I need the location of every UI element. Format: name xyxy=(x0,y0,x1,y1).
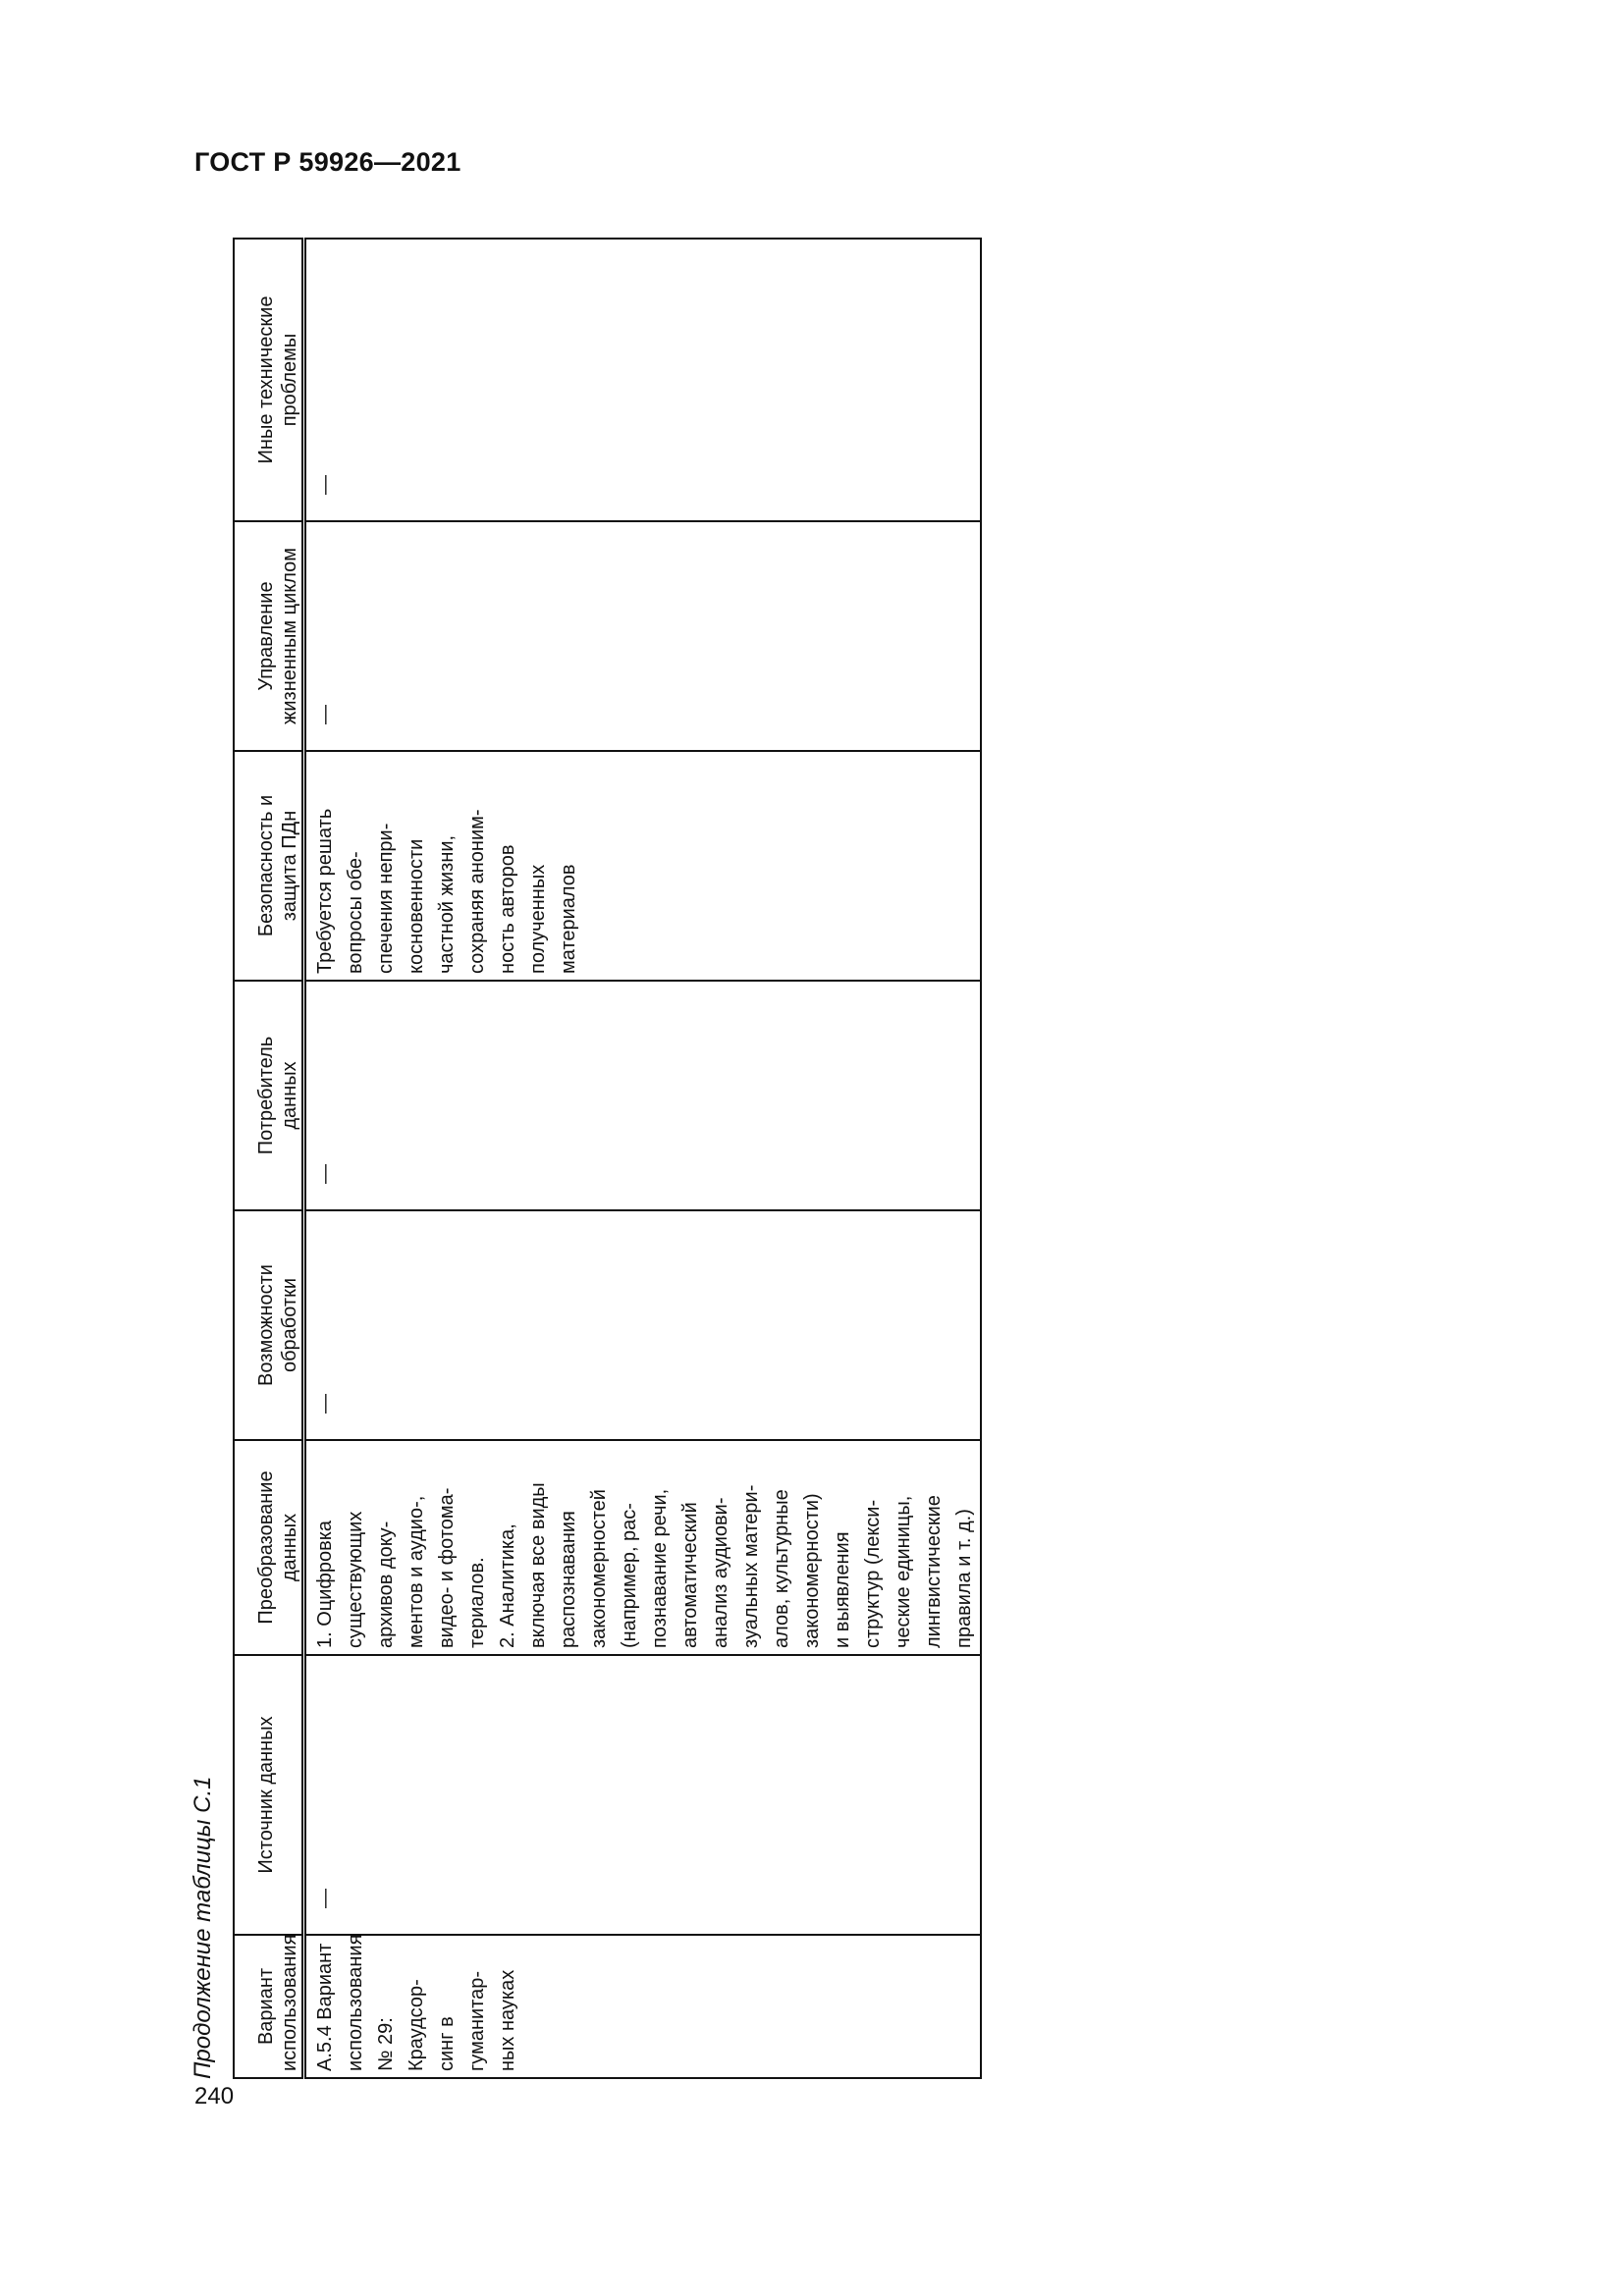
page-number: 240 xyxy=(194,2083,235,2109)
cell-processing-capabilities xyxy=(304,1210,982,1440)
cell-data-consumer-value: — xyxy=(314,1164,336,1184)
cell-lifecycle-management xyxy=(304,521,982,751)
data-table xyxy=(233,238,982,2079)
column-header-use-case: Вариант использования xyxy=(234,1935,304,2078)
table-caption: Продолжение таблицы С.1 xyxy=(189,1776,216,2079)
cell-data-consumer xyxy=(304,981,982,1210)
document-title: ГОСТ Р 59926—2021 xyxy=(194,147,461,177)
cell-data-source-value: — xyxy=(314,1889,336,1908)
cell-other-technical-issues-value: — xyxy=(314,475,336,495)
cell-lifecycle-management-value: — xyxy=(314,705,336,724)
cell-security-privacy: Требуется решать вопросы обе- спечения непри- косновенности частной жизни, сохраняя аноним- ность авторов полученных материалов xyxy=(304,751,982,981)
cell-other-technical-issues xyxy=(304,239,982,521)
column-header-security-privacy: Безопасность и защита ПДн xyxy=(234,751,304,981)
column-header-data-consumer: Потребитель данных xyxy=(234,981,304,1210)
cell-processing-capabilities-value: — xyxy=(314,1394,336,1414)
column-header-data-source: Источник данных xyxy=(234,1655,304,1935)
cell-data-source xyxy=(304,1655,982,1935)
table-header-row xyxy=(234,239,304,2078)
column-header-other-technical-issues: Иные технические проблемы xyxy=(234,239,304,521)
column-header-processing-capabilities: Возможности обработки xyxy=(234,1210,304,1440)
table-row xyxy=(304,239,982,2078)
column-header-data-transformation: Преобразование данных xyxy=(234,1440,304,1655)
cell-data-transformation: 1. Оцифровка существующих архивов доку- ментов и аудио-, видео- и фотома- териалов. 2. Аналитика, включая все виды распознавания закономерностей (например, рас- познавание речи, автоматический анализ аудиови- зуальных матери- алов, культурные закономерности) и выявления структур (лекси- ческие единицы, лингвистические правила и т. д.) xyxy=(304,1440,982,1655)
cell-use-case: А.5.4 Вариант использования № 29: Краудсор- синг в гуманитар- ных науках xyxy=(304,1935,982,2078)
rotated-table-block xyxy=(189,240,975,2079)
column-header-lifecycle-management: Управление жизненным циклом xyxy=(234,521,304,751)
